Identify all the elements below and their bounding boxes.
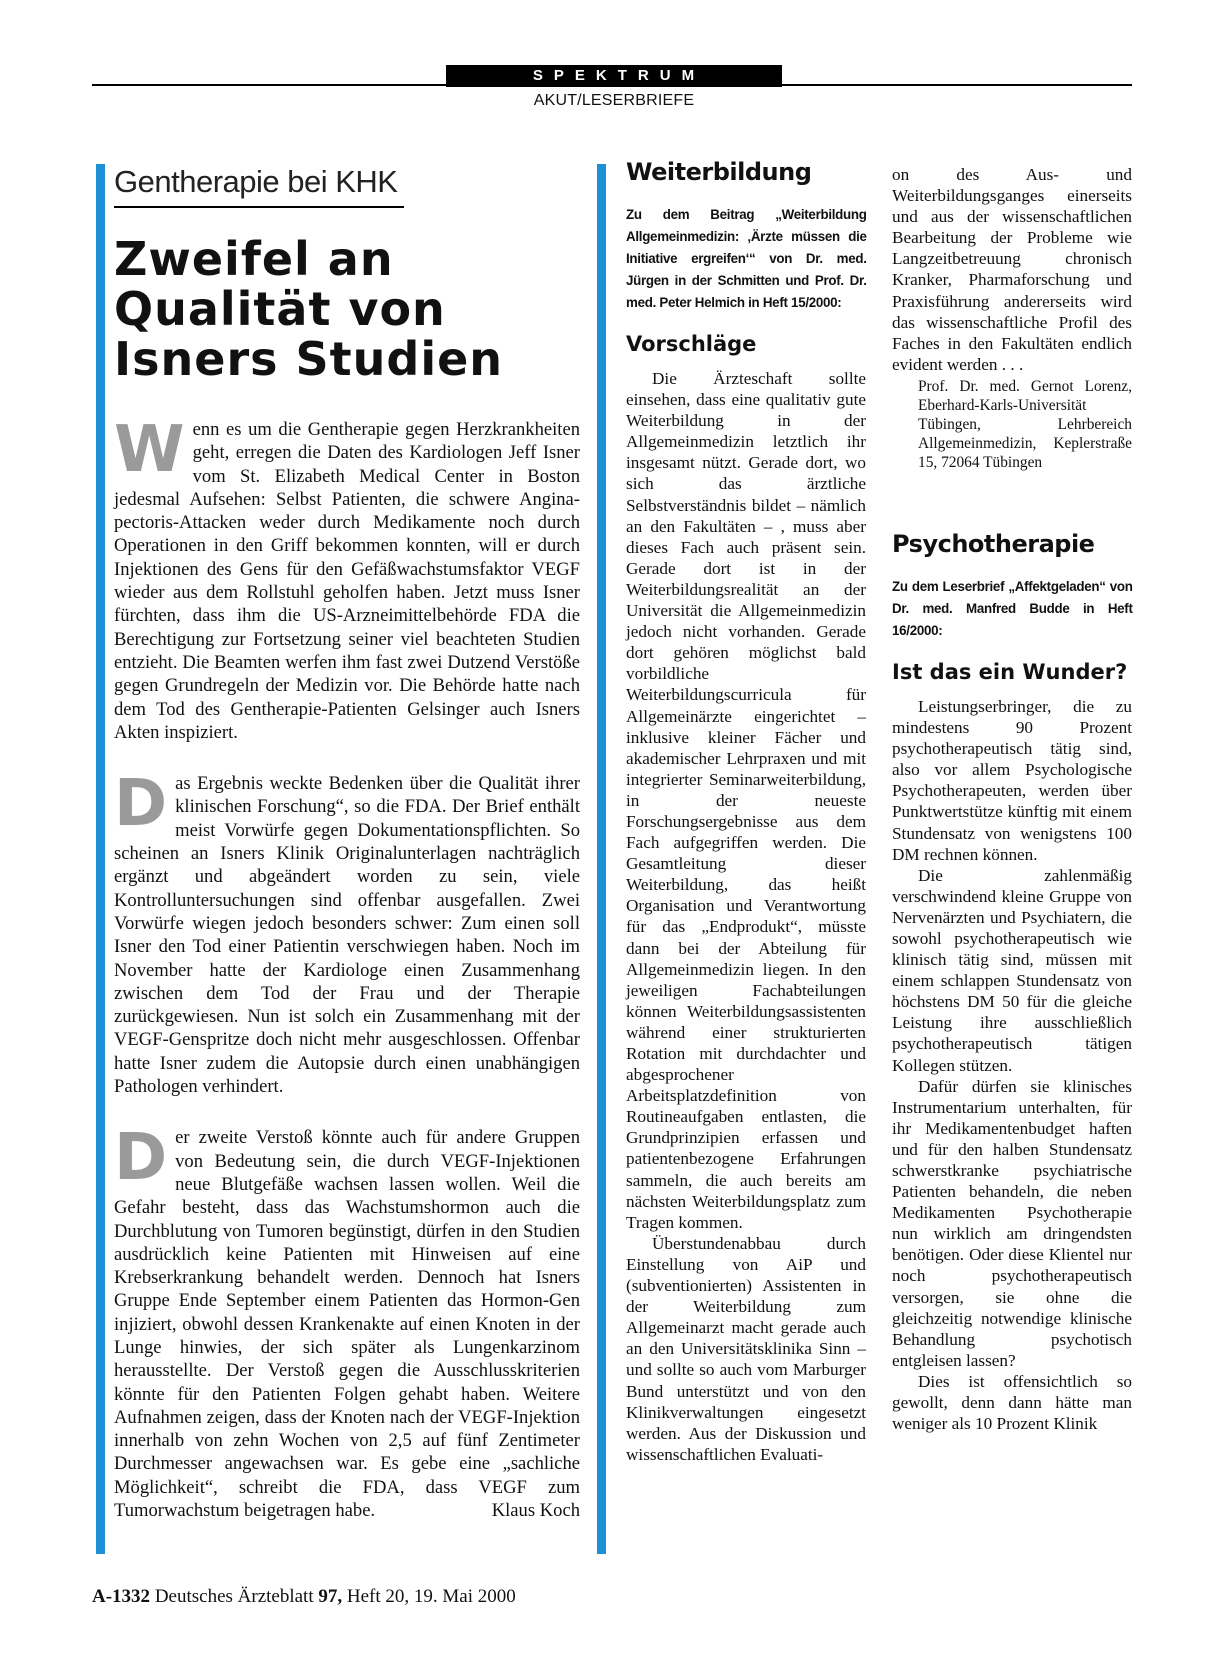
letter-subheading: Ist das ein Wunder? (892, 659, 1128, 684)
letter-heading: Psychotherapie (892, 529, 1095, 558)
paragraph-text: as Ergebnis weckte Bedenken über die Qualität ihrer klinischen Forschung“, so die FDA. Der Brief enthält meist Vorwürfe gegen Dokumentationspflichten. So scheinen an Isners Klinik Originalunterlagen nachträglich ergänzt und abgeändert worden zu sein, viele Kontrolluntersuchungen sind offenbar ausgefallen. Zwei Vorwürfe wiegen jedoch besonders schwer: Zum einen soll Isner den Tod einer Patientin verschwiegen haben. Noch im November hatte der Kardiologe einen Zusammenhang zwischen dem Tod der Frau und der Therapie zurückgewiesen. Nun ist solch ein Zusammenhang mit der VEGF-Genspritze doch nicht mehr ausgeschlossen. Offenbar hatte Isner zudem die Autopsie durch einen unabhängigen Pathologen verhindert. (114, 773, 580, 1098)
letter-reference: Zu dem Beitrag „Weiterbildung Allgemeinmedizin: ‚Ärzte müssen die Initiative ergreifen‘“ von Dr. med. Jürgen in der Schmitten und Prof. Dr. med. Peter Helmich in Heft 15/2000: (626, 207, 867, 311)
drop-cap: W (114, 413, 185, 487)
letter-paragraph: on des Aus- und Weiterbildungsganges einerseits und aus der wissenschaftlichen Bearbeitung der Probleme wie Langzeitbetreuung chronisch Kranker, Pharmaforschung und Praxisführung andererseits wird das wissenschaftliche Profil des Faches in den Fakultäten endlich evident werden . . . (892, 165, 1132, 374)
journal-volume: 97, (318, 1586, 343, 1607)
main-article (114, 164, 580, 1522)
drop-cap: D (114, 1121, 168, 1196)
article-headline: Zweifel an Qualität von Isners Studien (114, 232, 504, 386)
section-banner: SPEKTRUM (446, 65, 782, 87)
letter-paragraph: Die Ärzteschaft sollte einsehen, dass eine qualitativ gute Weiterbildung in der Allgemeinmedizin letztlich ihr insgesamt nützt. Gerade dort, wo sich das ärztliche Selbstverständnis bildet – nämlich an den Fakultäten – , muss aber dieses Fach auch präsent sein. Gerade dort ist in der Weiterbildungsrealität an der Universität die Allgemeinmedizin jedoch nicht vorhanden. Gerade dort gehören möglichst bald vorbildliche Weiterbildungscurricula für Allgemeinärzte eingerichtet – inklusive kleiner Fächer und akademischer Lehrpraxen und mit integrierter Seminarweiterbildung, in der neueste Forschungsergebnisse aus dem Fach aufgegriffen werden. Die Gesamtleitung dieser Weiterbildung, das heißt Organisation und Verantwortung für das „Endprodukt“, müsste dann bei der Abteilung für Allgemeinmedizin liegen. In den jeweiligen Fachabteilungen können Weiterbildungsassistenten während einer strukturierten Rotation mit durchdachter und abgesprochener Arbeitsplatzdefinition von Routineaufgaben entlasten, die Grundprinzipien erfassen und patientenbezogene Erfahrungen sammeln, die auch bereits am nächsten Weiterbildungsplatz zum Tragen kommen. (626, 369, 866, 1232)
right-column (892, 164, 1132, 1434)
letter-subheading: Vorschläge (626, 332, 757, 356)
letter-paragraph: Dafür dürfen sie klinisches Instrumentarium unterhalten, für ihr Medikamentenbudget haften und für den halben Stundensatz schwerstkranke psychiatrische Patienten behandeln, die neben Medikamenten Psychotherapie nun wirklich am dringendsten benötigen. Oder diese Klientel nur noch psychotherapeutisch versorgen, sie ohne die gleichzeitig notwendige klinische Behandlung psychotisch entgleisen lassen? (892, 1076, 1132, 1370)
paragraph-text: enn es um die Gentherapie gegen Herzkrankheiten geht, erregen die Daten des Kardiologen Jeff Isner vom St. Elizabeth Medical Center in Boston jedesmal Aufsehen: Selbst Patienten, die schwere Angina-pectoris-Attacken weder durch Medikamente noch durch Operationen in den Griff bekommen konnten, will er durch Injektionen des Gens für den Gefäßwachstumsfaktor VEGF wieder aus dem Rollstuhl geholfen haben. Jetzt muss Isner fürchten, dass ihm die US-Arzneimittelbehörde FDA die Berechtigung zur Fortsetzung seiner viel beachteten Studien entzieht. Die Beamten werfen ihm fast zwei Dutzend Verstöße gegen Grundregeln der Medizin vor. Die Behörde hatte nach dem Tod des Gentherapie-Patienten Gelsinger auch Isners Akten inspiziert. (114, 419, 580, 743)
paragraph-text: er zweite Verstoß könnte auch für andere Gruppen von Bedeutung sein, die durch VEGF-Injektionen neue Blutgefäße wachsen lassen wollen. Weil die Gefahr besteht, dass das Wachstumshormon auch die Durchblutung von Tumoren begünstigt, dürfen in den Studien ausdrücklich keine Patienten mit Hinweisen auf eine Krebserkrankung behandelt werden. Dennoch hat Isners Gruppe Ende September einem Patienten das Hormon-Gen injiziert, obwohl dessen Krankenakte auf einen Knoten in der Lunge hinwies, der sich später als Lungenkarzinom herausstellte. Der Verstoß gegen die Ausschlusskriterien könnte für den Patienten Folgen gehabt haben. Weitere Aufnahmen zeigen, dass der Knoten nach der VEGF-Injektion innerhalb von zehn Wochen von 2,5 auf fünf Zentimeter Durchmesser angewachsen war. Es gebe eine „sachliche Möglichkeit“, schreibt die FDA, dass VEGF zum Tumorwachstum beigetragen habe. (114, 1127, 580, 1522)
left-accent-bar (96, 164, 105, 1554)
rubric-label: AKUT/LESERBRIEFE (533, 92, 695, 109)
letter-paragraph: Überstundenabbau durch Einstellung von AiP und (subventionierten) Assistenten in der Weiterbildung zum Allgemeinarzt macht gerade auch an den Universitätsklinika Sinn – und sollte so auch vom Marburger Bund unterstützt und von den Klinikverwaltungen eingesetzt werden. Aus der Diskussion und wissenschaftlichen Evaluati- (626, 1233, 866, 1464)
article-paragraph (114, 767, 580, 1098)
letter-paragraph: Leistungserbringer, die zu mindestens 90 Prozent psychotherapeutisch tätig sind, also vor allem Psychologische Psychotherapeuten, werden über Punktwertstütze künftig mit einem Stundensatz von wenigstens 100 DM rechnen können. (892, 696, 1132, 864)
journal-issue: Heft 20, 19. Mai 2000 (346, 1586, 516, 1607)
letter-signature: Prof. Dr. med. Gernot Lorenz, Eberhard-Karls-Universität Tübingen, Lehrbereich Allgemeinmedizin, Keplerstraße 15, 72064 Tübingen (918, 377, 1132, 471)
article-paragraph (114, 413, 580, 744)
letter-heading: Weiterbildung (626, 158, 812, 186)
letter-paragraph: Die zahlenmäßig verschwindend kleine Gruppe von Nervenärzten und Psychiatern, die sowohl psychotherapeutisch wie klinisch tätig sind, müssen mit einem schlappen Stundensatz von höchstens DM 50 für die gleiche Leistung ihre ausschließlich psychotherapeutisch tätigen Kollegen stützen. (892, 865, 1132, 1075)
page-number: A-1332 (92, 1586, 151, 1607)
article-author: Klaus Koch (491, 1500, 580, 1522)
article-kicker: Gentherapie bei KHK (114, 164, 404, 208)
drop-cap: D (114, 767, 168, 842)
letter-paragraph: Dies ist offensichtlich so gewollt, denn dann hätte man weniger als 10 Prozent Klinik (892, 1371, 1132, 1434)
middle-accent-bar (597, 164, 606, 1554)
letter-reference: Zu dem Leserbrief „Affektgeladen“ von Dr. med. Manfred Budde in Heft 16/2000: (892, 578, 1133, 639)
journal-name: Deutsches Ärzteblatt (154, 1586, 314, 1607)
header-rule (92, 84, 1132, 86)
page-footer (92, 1586, 516, 1608)
letter-weiterbildung (626, 158, 866, 1465)
article-paragraph (114, 1121, 580, 1522)
